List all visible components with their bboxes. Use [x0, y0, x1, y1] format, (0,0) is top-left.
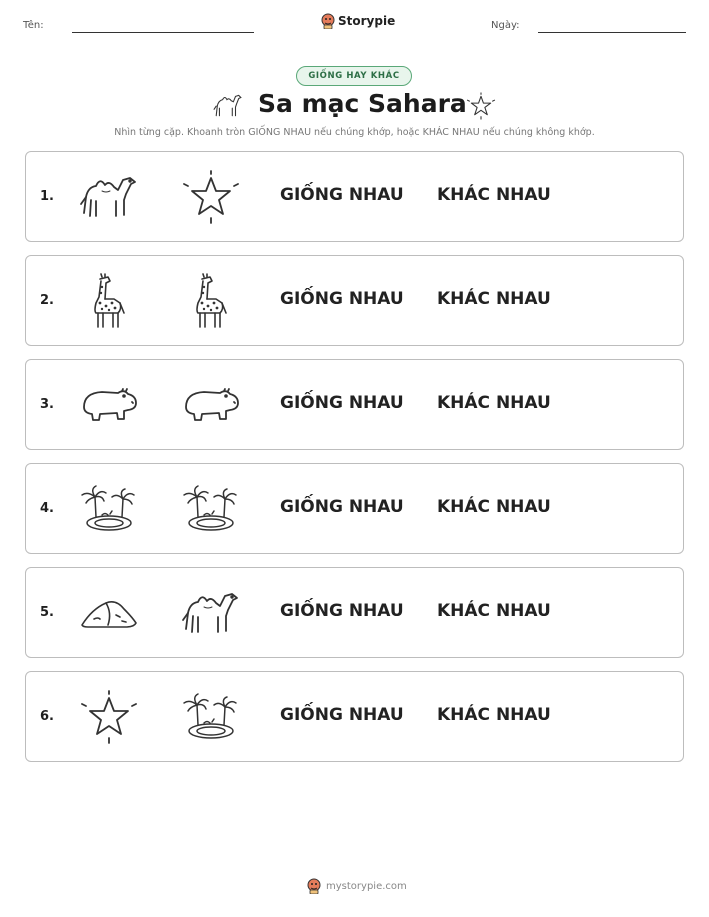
sand-dune-icon — [78, 585, 140, 641]
giraffe-icon — [78, 273, 140, 329]
comparison-row — [25, 463, 684, 554]
giraffe-icon — [180, 273, 242, 329]
same-choice[interactable]: GIỐNG NHAU — [280, 289, 404, 309]
same-choice[interactable]: GIỐNG NHAU — [280, 601, 404, 621]
page-title: Sa mạc Sahara — [258, 89, 467, 118]
footer-url: mystorypie.com — [326, 880, 407, 892]
brand-name: Storypie — [338, 14, 396, 28]
camel-icon — [180, 585, 242, 641]
camel-icon — [211, 90, 245, 124]
hippo-icon — [180, 377, 242, 433]
same-choice[interactable]: GIỐNG NHAU — [280, 705, 404, 725]
name-field-line[interactable] — [72, 32, 254, 33]
row-number: 2. — [40, 293, 54, 308]
oasis-icon — [180, 481, 242, 537]
star-icon — [78, 689, 140, 745]
name-label: Tên: — [23, 20, 44, 31]
different-choice[interactable]: KHÁC NHAU — [437, 289, 551, 309]
same-choice[interactable]: GIỐNG NHAU — [280, 497, 404, 517]
same-choice[interactable]: GIỐNG NHAU — [280, 185, 404, 205]
date-label: Ngày: — [491, 20, 520, 31]
different-choice[interactable]: KHÁC NHAU — [437, 601, 551, 621]
brand-logo — [321, 13, 395, 29]
instructions: Nhìn từng cặp. Khoanh tròn GIỐNG NHAU nếu chúng khớp, hoặc KHÁC NHAU nếu chúng không khớp. — [114, 127, 595, 138]
row-number: 5. — [40, 605, 54, 620]
worksheet-type-badge: GIỐNG HAY KHÁC — [296, 66, 412, 86]
comparison-row — [25, 151, 684, 242]
star-icon — [180, 169, 242, 225]
storypie-mascot-icon — [321, 13, 335, 29]
different-choice[interactable]: KHÁC NHAU — [437, 393, 551, 413]
row-number: 1. — [40, 189, 54, 204]
oasis-icon — [180, 689, 242, 745]
row-number: 3. — [40, 397, 54, 412]
star-icon — [466, 92, 496, 124]
camel-icon — [78, 169, 140, 225]
row-number: 6. — [40, 709, 54, 724]
different-choice[interactable]: KHÁC NHAU — [437, 705, 551, 725]
comparison-row — [25, 255, 684, 346]
comparison-row — [25, 671, 684, 762]
same-choice[interactable]: GIỐNG NHAU — [280, 393, 404, 413]
comparison-row — [25, 359, 684, 450]
comparison-row — [25, 567, 684, 658]
storypie-mascot-icon — [307, 878, 321, 894]
date-field-line[interactable] — [538, 32, 686, 33]
oasis-icon — [78, 481, 140, 537]
different-choice[interactable]: KHÁC NHAU — [437, 497, 551, 517]
different-choice[interactable]: KHÁC NHAU — [437, 185, 551, 205]
footer — [307, 878, 407, 894]
hippo-icon — [78, 377, 140, 433]
row-number: 4. — [40, 501, 54, 516]
